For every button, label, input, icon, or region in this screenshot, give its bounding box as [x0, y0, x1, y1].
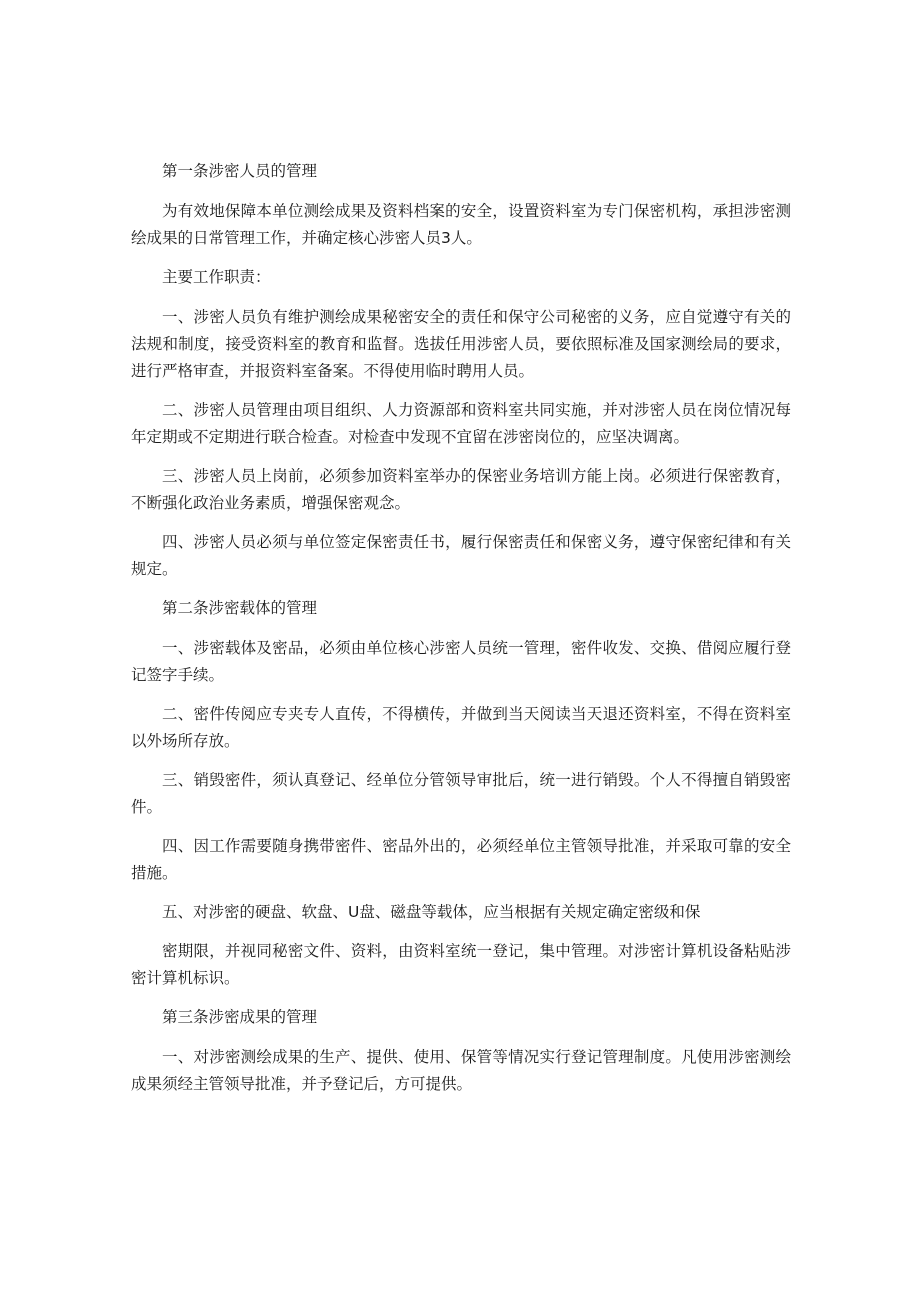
- paragraph: 为有效地保障本单位测绘成果及资料档案的安全，设置资料室为专门保密机构，承担涉密测绘成果的日常管理工作，并确定核心涉密人员3人。: [131, 202, 791, 247]
- paragraph: 二、涉密人员管理由项目组织、人力资源部和资料室共同实施，并对涉密人员在岗位情况每年定期或不定期进行联合检查。对检查中发现不宜留在涉密岗位的，应坚决调离。: [131, 401, 791, 446]
- document-body: [131, 158, 791, 1110]
- section-heading-3: 第三条涉密成果的管理: [162, 1008, 318, 1026]
- subheading-duties: 主要工作职责：: [162, 268, 271, 286]
- paragraph: 密期限，并视同秘密文件、资料，由资料室统一登记，集中管理。对涉密计算机设备粘贴涉密计算机标识。: [131, 942, 791, 987]
- paragraph: 五、对涉密的硬盘、软盘、U盘、磁盘等载体，应当根据有关规定确定密级和保: [162, 903, 701, 921]
- paragraph: 一、涉密人员负有维护测绘成果秘密安全的责任和保守公司秘密的义务，应自觉遵守有关的法规和制度，接受资料室的教育和监督。选拔任用涉密人员，要依照标准及国家测绘局的要求，进行严格审查，并报资料室备案。不得使用临时聘用人员。: [131, 308, 791, 380]
- paragraph: 四、涉密人员必须与单位签定保密责任书，履行保密责任和保密义务，遵守保密纪律和有关规定。: [131, 533, 791, 578]
- paragraph: 一、对涉密测绘成果的生产、提供、使用、保管等情况实行登记管理制度。凡使用涉密测绘成果须经主管领导批准，并予登记后，方可提供。: [131, 1048, 791, 1093]
- section-heading-1: 第一条涉密人员的管理: [162, 162, 318, 180]
- section-heading-2: 第二条涉密载体的管理: [162, 599, 318, 617]
- paragraph: 三、销毁密件，须认真登记、经单位分管领导审批后，统一进行销毁。个人不得擅自销毁密件。: [131, 771, 791, 816]
- paragraph: 四、因工作需要随身携带密件、密品外出的，必须经单位主管领导批准，并采取可靠的安全措施。: [131, 837, 791, 882]
- paragraph: 二、密件传阅应专夹专人直传，不得横传，并做到当天阅读当天退还资料室，不得在资料室以外场所存放。: [131, 705, 791, 750]
- paragraph: 一、涉密载体及密品，必须由单位核心涉密人员统一管理，密件收发、交换、借阅应履行登记签字手续。: [131, 639, 791, 684]
- paragraph: 三、涉密人员上岗前，必须参加资料室举办的保密业务培训方能上岗。必须进行保密教育，不断强化政治业务素质，增强保密观念。: [131, 467, 791, 512]
